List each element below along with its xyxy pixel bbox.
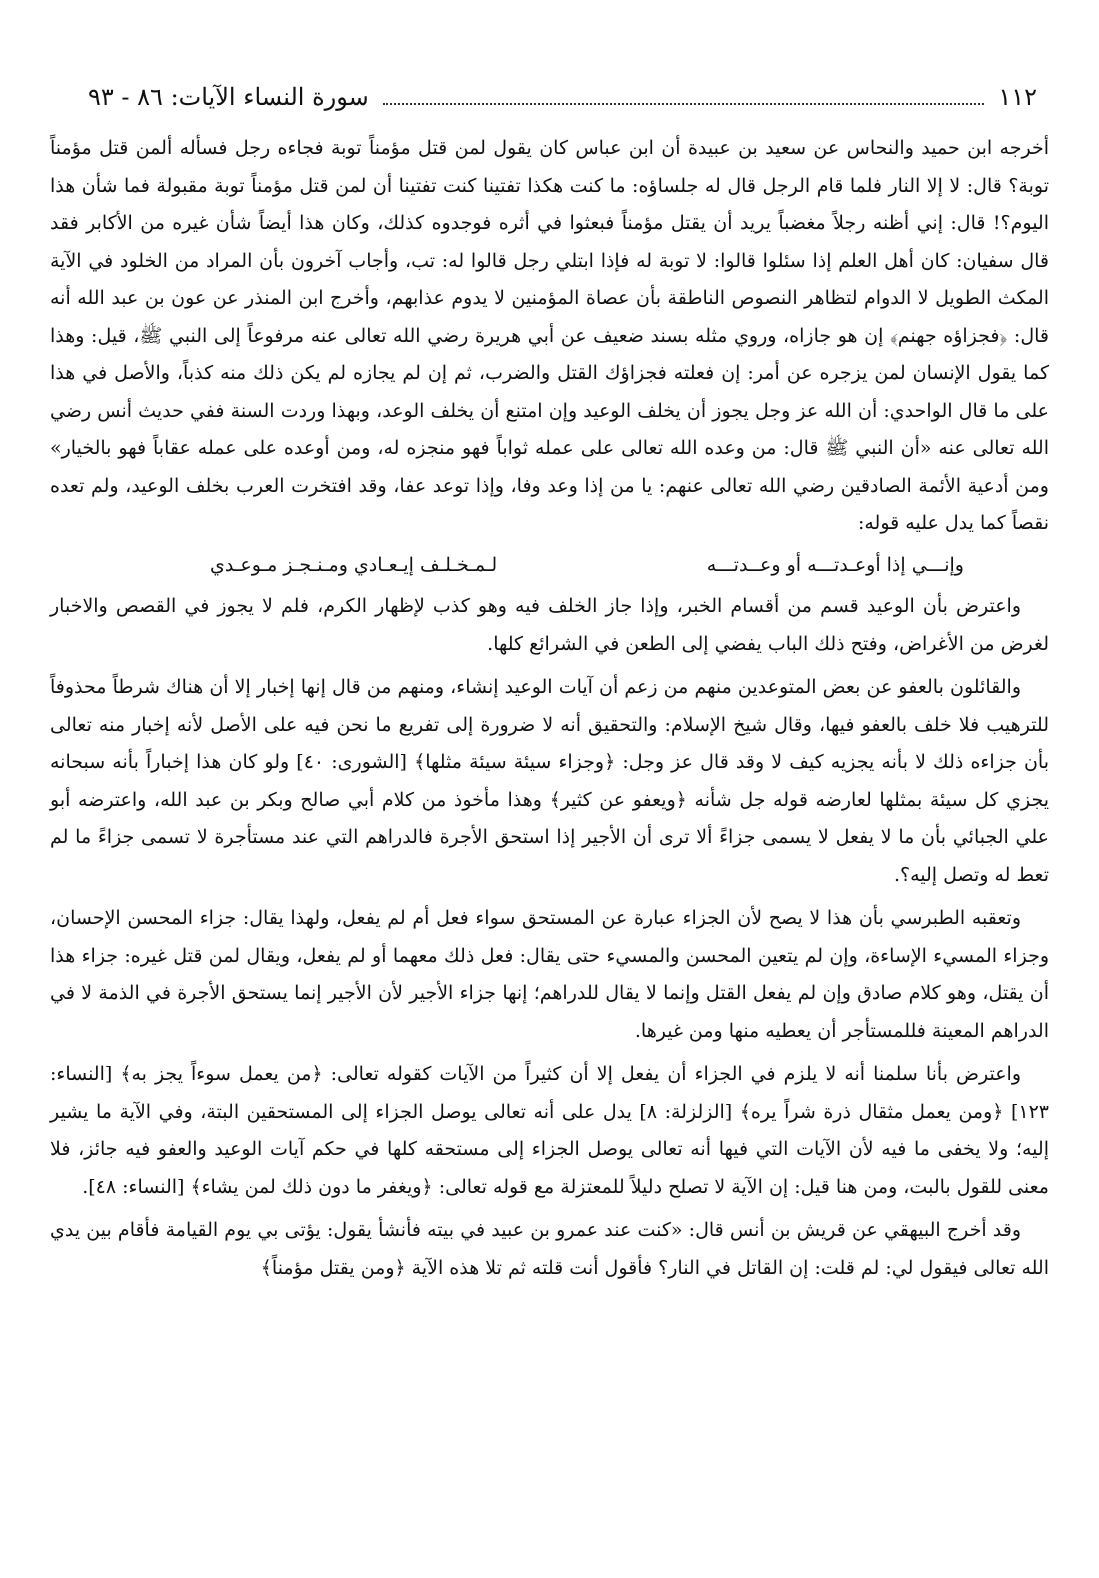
paragraph-2: واعترض بأن الوعيد قسم من أقسام الخبر، وإذا جاز الخلف فيه وهو كذب لإظهار الكرم، فلم لا يجوز في القصص والاخبار لغرض من الأغراض، وفتح ذلك الباب يفضي إلى الطعن في الشرائع كلها.: [50, 595, 1049, 655]
header-title: سورة النساء الآيات: ٨٦ - ٩٣: [88, 83, 369, 111]
verse-first-hemistich: وإنـــي إذا أوعـدتـــه أو وعــدتـــه: [706, 553, 964, 576]
paragraph-6: وقد أخرج البيهقي عن قريش بن أنس قال: «كنت عند عمرو بن عبيد في بيته فأنشأ يقول: يؤتى بي يوم القيامة فأقام بين يدي الله تعالى فيقول لي: لم قلت: إن القاتل في النار؟ فأقول أنت قلته ثم تلا هذه الآية ﴿ومن يقتل مؤمناً﴾: [50, 1219, 1049, 1279]
verse-second-hemistich: لـمـخـلـف إيـعـادي ومـنـجـز مـوعـدي: [210, 553, 498, 576]
paragraph-4: وتعقبه الطبرسي بأن هذا لا يصح لأن الجزاء عبارة عن المستحق سواء فعل أم لم يفعل، ولهذا يقال: جزاء المحسن الإحسان، وجزاء المسيء الإساءة، وإن لم يتعين المحسن والمسيء حتى يقال: فعل ذلك معهما أو لم يفعل، ويقال لمن قتل غيره: جزاء هذا أن يقتل، وهو كلام صادق وإن لم يفعل القتل وإنما لا يقال للدراهم؛ إنها جزاء الأجير لأن الأجير إنما يستحق الأجرة في الذمة لا في الدراهم المعينة فللمستأجر أن يعطيه منها ومن غيرها.: [50, 907, 1049, 1042]
paragraph-1: أخرجه ابن حميد والنحاس عن سعيد بن عبيدة أن ابن عباس كان يقول لمن قتل مؤمناً توبة فجاءه رجل فسأله ألمن قتل مؤمناً توبة؟ قال: لا إلا النار فلما قام الرجل قال له جلساؤه: ما كنت هكذا تفتينا كنت تفتينا أن لمن قتل مؤمناً توبة مقبولة فما شأن هذا اليوم؟! قال: إني أظنه رجلاً مغضباً يريد أن يقتل مؤمناً فبعثوا في أثره فوجدوه كذلك، وكان هذا أيضاً شأن غيره من الأكابر فقد قال سفيان: كان أهل العلم إذا سئلوا قالوا: لا توبة له فإذا ابتلي رجل قالوا له: تب، وأجاب آخرون بأن المراد من الخلود في الآية المكث الطويل لا الدوام لتظاهر النصوص الناطقة بأن عصاة المؤمنين لا يدوم عذابهم، وأخرج ابن المنذر عن عون بن عبد الله أنه قال: ﴿فجزاؤه جهنم﴾ إن هو جازاه، وروي مثله بسند ضعيف عن أبي هريرة رضي الله تعالى عنه مرفوعاً إلى النبي ﷺ، قيل: وهذا كما يقول الإنسان لمن يزجره عن أمر: إن فعلته فجزاؤك القتل والضرب، ثم إن لم يجازه لم يكن ذلك منه كذباً، والأصل في هذا على ما قال الواحدي: أن الله عز وجل يجوز أن يخلف الوعيد وإن امتنع أن يخلف الوعد، وبهذا وردت السنة ففي حديث أنس رضي الله تعالى عنه «أن النبي ﷺ قال: من وعده الله تعالى على عمله ثواباً فهو منجزه له، ومن أوعده على عمله عقاباً فهو بالخيار» ومن أدعية الأئمة الصادقين رضي الله تعالى عنهم: يا من إذا وعد وفا، وإذا توعد عفا، وقد افتخرت العرب بخلف الوعيد، ولم تعده نقصاً كما يدل عليه قوله:: [50, 137, 1049, 534]
page-number: ١١٢: [998, 83, 1037, 111]
running-header: [88, 80, 1037, 114]
paragraph-3: والقائلون بالعفو عن بعض المتوعدين منهم من زعم أن آيات الوعيد إنشاء، ومنهم من قال إنها إخبار إلا أن هناك شرطاً محذوفاً للترهيب فلا خلف بالعفو فيها، وقال شيخ الإسلام: والتحقيق أنه لا ضرورة إلى تفريع ما نحن فيه على الأصل لأنه إخبار منه تعالى بأن جزاءه ذلك لا بأنه يجزيه كيف لا وقد قال عز وجل: ﴿وجزاء سيئة سيئة مثلها﴾ [الشورى: ٤٠] ولو كان هذا إخباراً بأنه سبحانه يجزي كل سيئة بمثلها لعارضه قوله جل شأنه ﴿ويعفو عن كثير﴾ وهذا مأخوذ من كلام أبي صالح وبكر بن عبد الله، واعترضه أبو علي الجبائي بأن ما لا يفعل لا يسمى جزاءً ألا ترى أن الأجير إذا استحق الأجرة فالدراهم التي عند مستأجرة لا تسمى جزاءً ما لم تعط له وتصل إليه؟.: [50, 676, 1049, 886]
poetry-verse: [50, 547, 1049, 585]
page-body: [50, 130, 1049, 1287]
paragraph-5: واعترض بأنا سلمنا أنه لا يلزم في الجزاء أن يفعل إلا أن كثيراً من الآيات كقوله تعالى: ﴿من يعمل سوءاً يجز به﴾ [النساء: ١٢٣] ﴿ومن يعمل مثقال ذرة شراً يره﴾ [الزلزلة: ٨] يدل على أنه تعالى يوصل الجزاء إلى المستحقين البتة، وفي الآية ما يشير إليه؛ ولا يخفى ما فيه لأن الآيات التي فيها أنه تعالى يوصل الجزاء إلى مستحقه كلها في حكم آيات الوعيد والعفو فيه جائز، فلا معنى للقول بالبت، ومن هنا قيل: إن الآية لا تصلح دليلاً للمعتزلة مع قوله تعالى: ﴿ويغفر ما دون ذلك لمن يشاء﴾ [النساء: ٤٨].: [50, 1063, 1049, 1198]
header-dotted-leader: [383, 89, 985, 105]
